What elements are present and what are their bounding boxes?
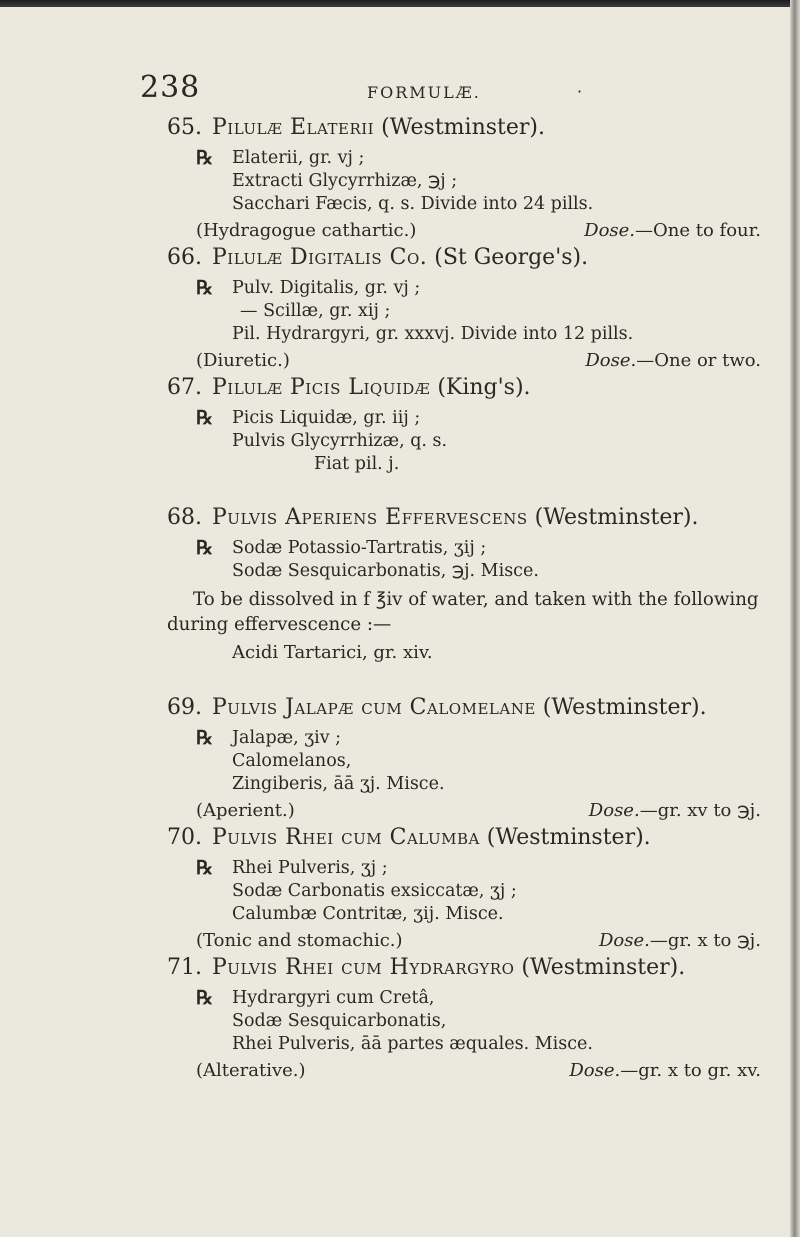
recipe-symbol-icon: ℞ (196, 407, 214, 429)
dose (585, 348, 761, 374)
ingredient: Hydrargyri cum Cretâ, (232, 988, 435, 1008)
ingredient: Rhei Pulveris, āā partes æquales. Misce. (232, 1034, 593, 1054)
dose (584, 218, 761, 244)
ingredient: Picis Liquidæ, gr. iij ; (232, 408, 421, 428)
dose-value: —One or two. (636, 350, 761, 371)
ingredient: Rhei Pulveris, ʒj ; (232, 858, 388, 878)
prescription (0, 537, 790, 583)
ingredient: Pulv. Digitalis, gr. vj ; (232, 278, 421, 298)
recipe-name: Pilulæ Elaterii (212, 115, 375, 140)
prescription (0, 857, 790, 926)
recipe-symbol-icon: ℞ (196, 537, 214, 559)
dose-label: Dose. (584, 220, 636, 241)
prescription (0, 277, 790, 346)
recipe-source: (King's). (430, 375, 531, 400)
recipe-name: Pulvis Rhei cum Calumba (212, 825, 480, 850)
recipe-symbol-icon: ℞ (196, 147, 214, 169)
therapeutic-note: (Aperient.) (196, 800, 295, 821)
recipe-source: (Westminster). (374, 115, 545, 140)
dose-label: Dose. (598, 930, 650, 951)
recipe-number: 67. (167, 375, 202, 400)
recipe-symbol-icon: ℞ (196, 987, 214, 1009)
recipe-source: (Westminster). (535, 695, 707, 720)
recipe-source: (Westminster). (527, 505, 699, 530)
ingredient: — Scillæ, gr. xij ; (240, 301, 391, 321)
recipe-symbol-icon: ℞ (196, 857, 214, 879)
ingredient: Sodæ Potassio-Tartratis, ʒij ; (232, 538, 487, 558)
ingredient: Sodæ Carbonatis exsiccatæ, ʒj ; (232, 881, 517, 901)
ingredient: Acidi Tartarici, gr. xiv. (232, 642, 433, 663)
ingredient: Sacchari Fæcis, q. s. Divide into 24 pills. (232, 194, 594, 214)
prescription (0, 987, 790, 1056)
recipe-name: Pilulæ Picis Liquidæ (212, 375, 431, 400)
ingredient: Calumbæ Contritæ, ʒij. Misce. (232, 904, 504, 924)
recipe-67 (0, 373, 790, 476)
prescription (0, 727, 790, 796)
fiat-instruction: Fiat pil. j. (314, 454, 400, 474)
recipe-name: Pilulæ Digitalis Co. (212, 245, 428, 270)
recipe-number: 66. (167, 245, 202, 270)
recipe-symbol-icon: ℞ (196, 277, 214, 299)
prescription (0, 147, 790, 216)
prescription (0, 407, 790, 476)
recipe-71 (0, 953, 790, 1081)
page-number: 238 (140, 70, 201, 105)
therapeutic-note: (Diuretic.) (196, 350, 290, 371)
recipe-source: (Westminster). (514, 955, 686, 980)
recipe-65 (0, 113, 790, 241)
recipe-title (167, 953, 790, 983)
dose (589, 798, 761, 824)
recipe-70 (0, 823, 790, 951)
instruction-line: To be dissolved in f ℥iv of water, and taken with the following (193, 589, 759, 610)
recipe-title (167, 823, 790, 853)
instruction-paragraph (0, 587, 790, 637)
recipe-title (167, 373, 790, 403)
recipe-title (167, 113, 790, 143)
dose-value: —gr. xv to ℈j. (639, 800, 761, 821)
ingredient: Pil. Hydrargyri, gr. xxxvj. Divide into 12 pills. (232, 324, 634, 344)
recipe-title (167, 243, 790, 273)
running-head: FORMULÆ. (367, 83, 481, 102)
recipe-list (0, 113, 790, 1083)
dose-value: —gr. x to gr. xv. (620, 1060, 761, 1081)
recipe-68 (0, 503, 790, 666)
ingredient: Elaterii, gr. vj ; (232, 148, 365, 168)
scan-binding-edge (790, 0, 800, 1237)
dose (569, 1058, 761, 1084)
recipe-name: Pulvis Rhei cum Hydrargyro (212, 955, 515, 980)
recipe-number: 71. (167, 955, 202, 980)
instruction-line: during effervescence :— (167, 614, 392, 635)
recipe-66 (0, 243, 790, 371)
recipe-name: Pulvis Aperiens Effervescens (212, 505, 528, 530)
ingredient: Pulvis Glycyrrhizæ, q. s. (232, 431, 448, 451)
recipe-number: 68. (167, 505, 202, 530)
dose-value: —gr. x to ℈j. (649, 930, 761, 951)
ingredient: Sodæ Sesquicarbonatis, ℈j. Misce. (232, 561, 539, 581)
dose-value: —One to four. (635, 220, 761, 241)
recipe-symbol-icon: ℞ (196, 727, 214, 749)
therapeutic-note: (Alterative.) (196, 1060, 306, 1081)
recipe-number: 70. (167, 825, 202, 850)
ingredient: Zingiberis, āā ʒj. Misce. (232, 774, 445, 794)
recipe-source: (Westminster). (479, 825, 651, 850)
recipe-69 (0, 693, 790, 821)
recipe-source: (St George's). (427, 245, 589, 270)
dose (599, 928, 761, 954)
therapeutic-note: (Tonic and stomachic.) (196, 930, 403, 951)
header-dot: · (577, 82, 584, 101)
ingredient: Jalapæ, ʒiv ; (232, 728, 342, 748)
recipe-title (167, 503, 790, 533)
therapeutic-note: (Hydragogue cathartic.) (196, 220, 417, 241)
dose-label: Dose. (585, 350, 637, 371)
recipe-number: 65. (167, 115, 202, 140)
recipe-name: Pulvis Jalapæ cum Calomelane (212, 695, 536, 720)
ingredient: Sodæ Sesquicarbonatis, (232, 1011, 447, 1031)
dose-label: Dose. (588, 800, 640, 821)
recipe-title (167, 693, 790, 723)
dose-label: Dose. (569, 1060, 621, 1081)
recipe-number: 69. (167, 695, 202, 720)
ingredient: Calomelanos, (232, 751, 352, 771)
ingredient: Extracti Glycyrrhizæ, ℈j ; (232, 171, 458, 191)
